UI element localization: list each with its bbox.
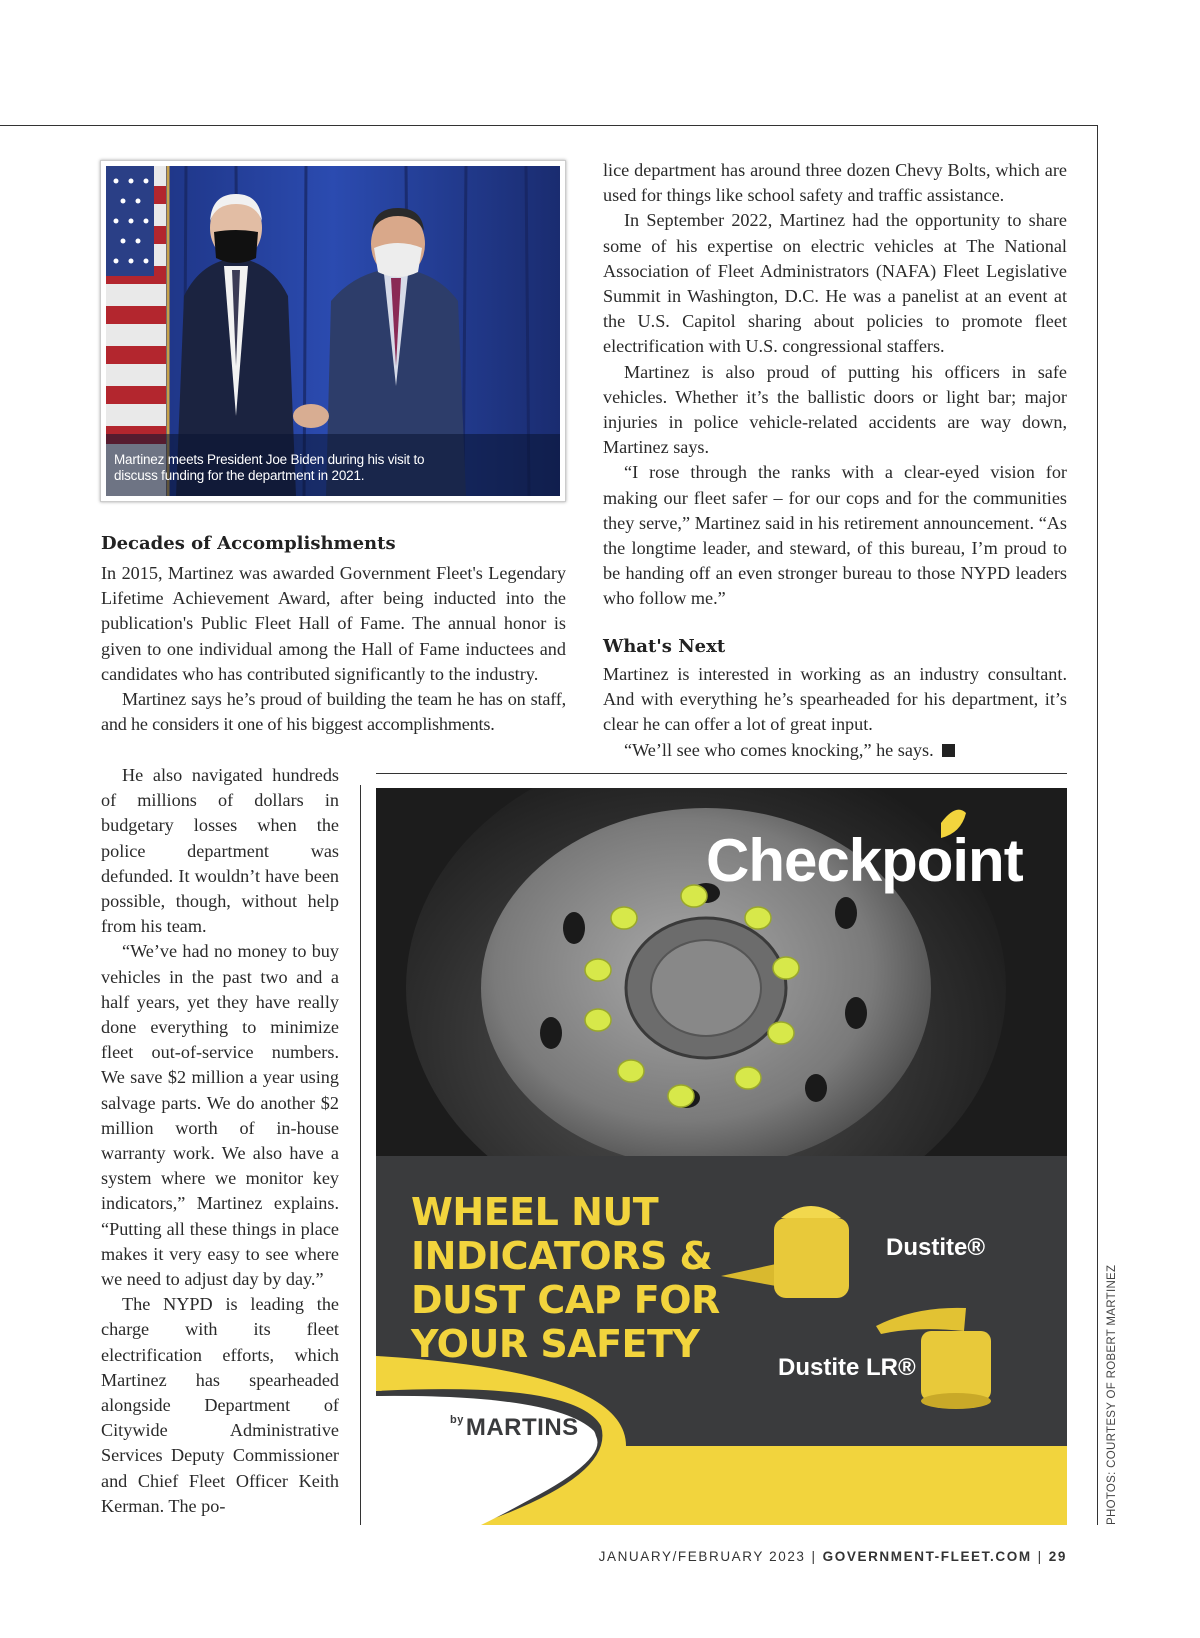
paragraph: Martinez is interested in working as an industry consultant. And with everything he’s spearheaded for his department, it’s clear he can offer a lot of great input. [603, 664, 1067, 735]
headline-line: DUST CAP FOR [411, 1278, 720, 1322]
left-narrow-column-text [101, 763, 339, 1519]
ad-divider-horizontal [376, 773, 1067, 774]
headline-line: WHEEL NUT [411, 1190, 659, 1234]
photo-credit: PHOTOS: COURTESY OF ROBERT MARTINEZ [1106, 1264, 1118, 1525]
ad-bottom-panel [376, 1156, 1067, 1525]
page-number: 29 [1048, 1549, 1067, 1564]
column-divider-vertical [360, 785, 361, 1525]
page-frame-right-rule [1097, 125, 1098, 1525]
brand-prefix: by [450, 1414, 464, 1426]
paragraph: The NYPD is leading the charge with its fleet electrification efforts, which Martinez has spearheaded alongside Department of Citywide Administrative Services Deputy Commissioner and Chief Fleet Officer Keith Kerman. The po- [101, 1294, 339, 1516]
paragraph: “I rose through the ranks with a clear-eyed vision for making our fleet safer – for our cops and for the communities they serve,” Martinez said in his retirement announcement. “As the longtime leader, and steward, of this bureau, I’m proud to be handing off an even stronger bureau to those NYPD leaders who follow me.” [603, 462, 1067, 609]
headline-line: YOUR SAFETY [411, 1322, 700, 1366]
paragraph: lice department has around three dozen Chevy Bolts, which are used for things like school safety and traffic assistance. [603, 160, 1067, 206]
product-name-dustite-lr: Dustite LR® [778, 1354, 916, 1381]
biden-martinez-photo [106, 166, 560, 496]
paragraph: In 2015, Martinez was awarded Government Fleet's Legendary Lifetime Achievement Award, after being inducted into the publication's Public Fleet Hall of Fame. The annual honor is given to one individual among the Hall of Fame inductees and candidates who has contributed significantly to the industry. [101, 563, 566, 684]
closing-paragraph [603, 738, 1067, 763]
paragraph: He also navigated hundreds of millions of dollars in budgetary losses when the police department was defunded. It wouldn’t have been possible, though, without help from his team. [101, 765, 339, 937]
ad-headline [411, 1190, 741, 1366]
handshake [293, 404, 329, 428]
whats-next-text [603, 662, 1067, 763]
paragraph: In September 2022, Martinez had the opportunity to share some of his expertise on electric vehicles at The National Association of Fleet Administrators (NAFA) Fleet Legislative Summit in Washington, D.C. He was a panelist at an event at the U.S. Capitol sharing about policies to promote fleet electrification with U.S. congressional staffers. [603, 210, 1067, 357]
right-column-text [603, 158, 1067, 612]
checkpoint-logo: Checkpoint [706, 827, 1023, 894]
page-footer: JANUARY/FEBRUARY 2023 | GOVERNMENT-FLEET.COM | 29 [598, 1549, 1067, 1564]
page-frame-top-rule [0, 125, 1097, 126]
left-column-text [101, 561, 566, 737]
headline-line: INDICATORS & [411, 1234, 713, 1278]
section-heading-accomplishments: Decades of Accomplishments [101, 533, 396, 554]
paragraph: “We’ve had no money to buy vehicles in the past two and a half years, yet they have really done everything to minimize fleet out-of-service numbers. We save $2 million a year using salvage parts. We do another $2 million worth of in-house warranty work. We also have a system where we monitor key indicators,” Martinez explains. “Putting all these things in place makes it very easy to see where we need to adjust day by day.” [101, 941, 339, 1290]
product-name-dustite: Dustite® [886, 1234, 986, 1261]
article-photo [100, 160, 566, 502]
end-mark-icon [942, 744, 955, 757]
photo-caption: Martinez meets President Joe Biden during his visit to discuss funding for the department in 2021. [114, 452, 425, 483]
checkpoint-advertisement[interactable] [376, 788, 1067, 1525]
website: GOVERNMENT-FLEET.COM [822, 1549, 1032, 1564]
issue-date: JANUARY/FEBRUARY 2023 [598, 1549, 806, 1564]
brand-name: MARTINS [465, 1414, 579, 1441]
section-heading-whats-next: What's Next [603, 636, 726, 657]
paragraph: Martinez is also proud of putting his officers in safe vehicles. Whether it’s the ballistic doors or light bar; major injuries in police vehicle-related accidents are way down, Martinez says. [603, 361, 1067, 458]
martins-brand-logo [450, 1414, 579, 1442]
closing-quote: “We’ll see who comes knocking,” he says. [624, 739, 934, 760]
paragraph: Martinez says he’s proud of building the team he has on staff, and he considers it one of his biggest accomplishments. [101, 689, 566, 735]
